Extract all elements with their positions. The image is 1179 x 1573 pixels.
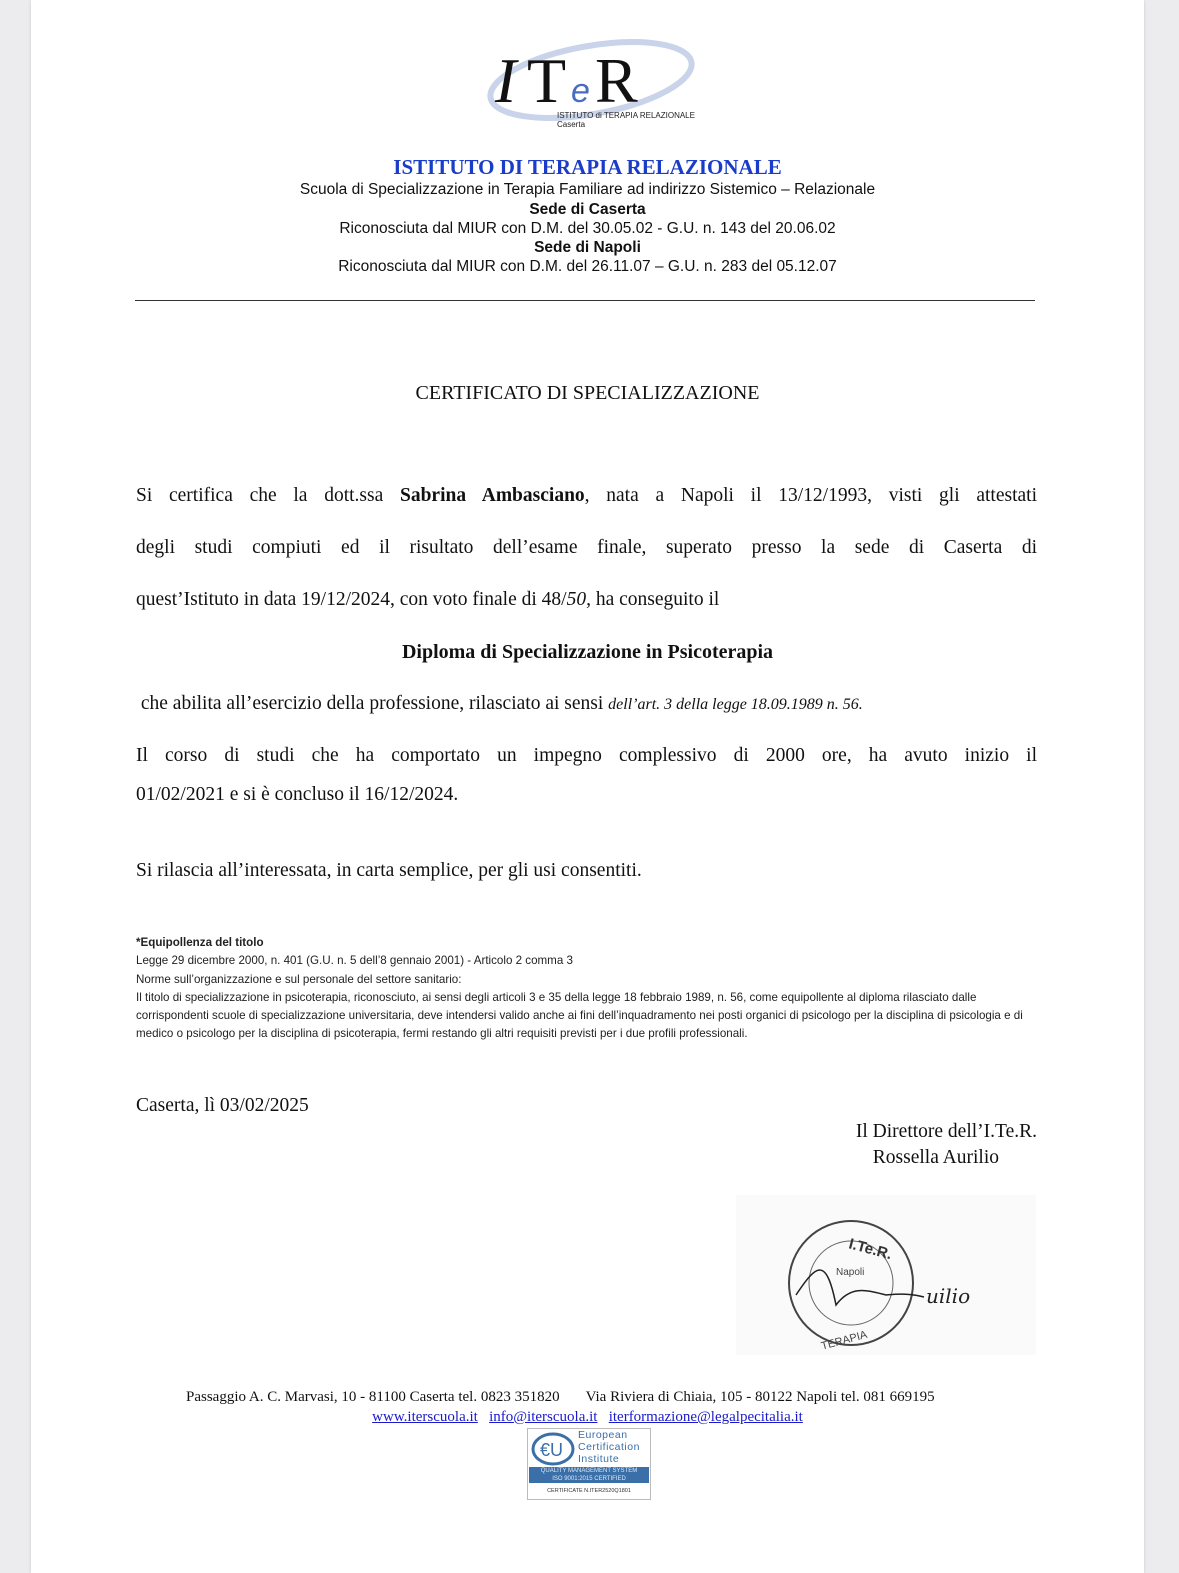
svg-text:uilio: uilio [926, 1284, 971, 1308]
paragraph-2: che abilita all’esercizio della professione, rilasciato ai sensi dell’art. 3 della legge 18.09.1989 n. 56. [136, 693, 863, 714]
footer-links [31, 1409, 1144, 1426]
address-caserta: Passaggio A. C. Marvasi, 10 - 81100 Caserta tel. 0823 351820 [186, 1389, 560, 1405]
badge-band-2: ISO 9001:2015 CERTIFIED [552, 1476, 626, 1482]
note-body: Il titolo di specializzazione in psicoterapia, riconosciuto, ai sensi degli articoli 3 e 35 della legge 18 febbraio 1989, n. 56, come equipollente al diploma rilasciato dalle corrispondenti scuole di specializzazione universitaria, deve intendersi valido anche ai fini dell’inquadramento nei posti organici di psicologo per la disciplina di psicologia e di medico o psicologo per la disciplina di psicoterapia, fermi restando gli altri requisiti previsti per i due profili professionali. [136, 990, 1023, 1041]
svg-text:e: e [571, 72, 590, 110]
sede-caserta-text: Riconosciuta dal MIUR con D.M. del 30.05.02 - G.U. n. 143 del 20.06.02 [339, 220, 836, 237]
eci-logo-icon [530, 1431, 576, 1467]
sede-napoli-text: Riconosciuta dal MIUR con D.M. del 26.11.07 – G.U. n. 283 del 05.12.07 [338, 258, 837, 275]
badge-certificate-number: CERTIFICATE N.ITER2520Q1801 [547, 1488, 631, 1494]
pec-link[interactable]: iterformazione@legalpecitalia.it [608, 1409, 803, 1425]
note-title: *Equipollenza del titolo [136, 936, 264, 949]
signatory-name: Rossella Aurilio [872, 1147, 999, 1168]
badge-line-3: Institute [578, 1453, 620, 1465]
signatory-role: Il Direttore dell’I.Te.R. [855, 1121, 1037, 1142]
iter-logo [483, 22, 699, 134]
svg-text:I: I [495, 45, 517, 116]
institute-title: ISTITUTO DI TERAPIA RELAZIONALE [393, 155, 782, 179]
svg-text:T: T [527, 45, 567, 116]
institute-subtitle: Scuola di Specializzazione in Terapia Familiare ad indirizzo Sistemico – Relazionale [299, 181, 876, 198]
svg-text:TERAPIA: TERAPIA [819, 1328, 869, 1353]
paragraph-1-line-1: Si certifica che la dott.ssa Sabrina Ambasciano, nata a Napoli il 13/12/1993, visti gli attestati [136, 485, 1037, 506]
certification-badge [527, 1428, 651, 1500]
sede-caserta-label: Sede di Caserta [529, 201, 646, 218]
svg-text:ISTITUTO di TERAPIA RELAZIONAL: ISTITUTO di TERAPIA RELAZIONALE [557, 111, 695, 120]
document-title: CERTIFICATO DI SPECIALIZZAZIONE [415, 382, 760, 404]
email-link[interactable]: info@iterscuola.it [489, 1409, 598, 1425]
badge-line-1: European [578, 1429, 628, 1441]
address-napoli: Via Riviera di Chiaia, 105 - 80122 Napoli tel. 081 669195 [585, 1389, 935, 1405]
svg-text:R: R [595, 45, 638, 116]
badge-line-2: Certification [578, 1441, 640, 1453]
diploma-title: Diploma di Specializzazione in Psicoterapia [401, 641, 774, 663]
paragraph-4: Si rilascia all’interessata, in carta semplice, per gli usi consentiti. [136, 860, 642, 881]
header-divider [135, 300, 1035, 301]
svg-text:I.Te.R.: I.Te.R. [846, 1235, 894, 1264]
paragraph-1-line-3: quest’Istituto in data 19/12/2024, con voto finale di 48/50, ha conseguito il [136, 589, 720, 610]
official-stamp [736, 1195, 1036, 1355]
badge-band-1: QUALITY MANAGEMENT SYSTEM [540, 1468, 638, 1474]
paragraph-3-line-1: Il corso di studi che ha comportato un impegno complessivo di 2000 ore, ha avuto inizio il [136, 745, 1037, 766]
paragraph-1-line-2: degli studi compiuti ed il risultato dell’esame finale, superato presso la sede di Caserta di [136, 537, 1037, 558]
certificate-page [31, 0, 1144, 1573]
sede-napoli-label: Sede di Napoli [534, 239, 641, 256]
svg-text:€U: €U [540, 1440, 564, 1460]
stamp-signature-area [736, 1195, 1036, 1355]
place-date: Caserta, lì 03/02/2025 [136, 1095, 309, 1116]
svg-text:Caserta: Caserta [557, 120, 586, 129]
note-line-1: Legge 29 dicembre 2000, n. 401 (G.U. n. 5 dell’8 gennaio 2001) - Articolo 2 comma 3 [136, 954, 573, 968]
recipient-name: Sabrina Ambasciano [399, 485, 585, 506]
equipollenza-note [136, 934, 1036, 1044]
svg-text:Napoli: Napoli [836, 1267, 865, 1278]
website-link[interactable]: www.iterscuola.it [372, 1409, 478, 1425]
footer-addresses [186, 1389, 935, 1406]
paragraph-3-line-2: 01/02/2021 e si è concluso il 16/12/2024. [136, 784, 459, 805]
note-line-2: Norme sull’organizzazione e sul personale del settore sanitario: [136, 972, 462, 986]
